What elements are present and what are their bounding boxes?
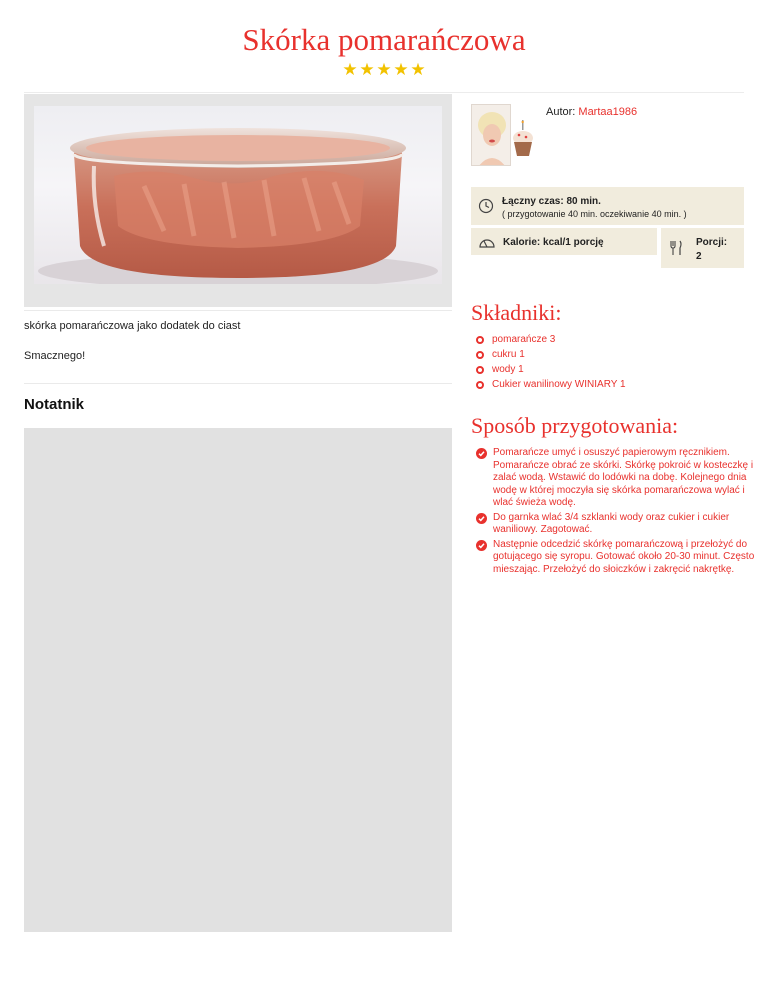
star-icon[interactable]: ★ [410,60,426,79]
ingredient-item: wody 1 [476,363,626,378]
check-icon[interactable] [476,513,487,524]
bullet-icon [476,336,484,344]
portions-title: Porcji: [696,237,728,248]
star-icon[interactable]: ★ [359,60,375,79]
check-icon[interactable] [476,540,487,551]
bullet-icon [476,366,484,374]
steps-list [476,447,758,578]
time-detail: ( przygotowanie 40 min. oczekiwanie 40 min. ) [502,209,687,219]
recipe-photo [34,106,442,284]
step-item[interactable]: Pomarańcze umyć i osuszyć papierowym ręcznikiem. Pomarańcze obrać ze skórki. Skórkę pokroić w kosteczkę i zalać wodą. Wstawić do lodówki na dobę. Kolejnego dnia wodę w której moczyła się skórka pomarańczowa wylać i wlać świeża wodę. [476,447,758,510]
notes-title: Notatnik [24,396,84,413]
star-icon[interactable]: ★ [376,60,392,79]
fork-knife-icon [669,240,683,256]
ingredients-list [476,333,626,393]
closing-text: Smacznego! [24,350,86,362]
calories-label: Kalorie: kcal/1 porcję [503,237,604,248]
portions-label [696,236,727,264]
recipe-title: Skórka pomarańczowa [242,22,526,57]
notes-textarea[interactable] [24,428,452,932]
portions-value: 2 [696,251,702,262]
step-item[interactable]: Do garnka wlać 3/4 szklanki wody oraz cukier i cukier waniliowy. Zagotować. [476,512,758,537]
steps-title: Sposób przygotowania: [471,413,679,438]
clock-icon [478,198,494,214]
ingredient-item: cukru 1 [476,348,626,363]
bullet-icon [476,381,484,389]
gauge-icon [478,235,496,249]
step-item[interactable]: Następnie odcedzić skórkę pomarańczową i przełożyć do gotującego się syropu. Gotować około 20-30 minut. Często mieszając. Przełożyć do słoiczków i zakręcić nakrętkę. [476,539,758,577]
divider [24,92,744,93]
ingredient-item: Cukier wanilinowy WINIARY 1 [476,378,626,393]
bullet-icon [476,351,484,359]
author-link[interactable]: Martaa1986 [578,106,638,118]
ingredient-item: pomarańcze 3 [476,333,626,348]
author-avatar[interactable] [471,104,511,166]
author-prefix: Autor: [546,106,579,118]
star-icon[interactable]: ★ [342,60,358,79]
description-text: skórka pomarańczowa jako dodatek do ciast [24,320,241,332]
check-icon[interactable] [476,448,487,459]
recipe-photo-frame [24,94,452,307]
author-label [546,106,637,118]
rating-stars[interactable] [0,60,768,80]
total-time-label: Łączny czas: 80 min. [502,196,601,207]
ingredients-title: Składniki: [471,300,562,325]
star-icon[interactable]: ★ [393,60,409,79]
cupcake-image [512,120,534,160]
